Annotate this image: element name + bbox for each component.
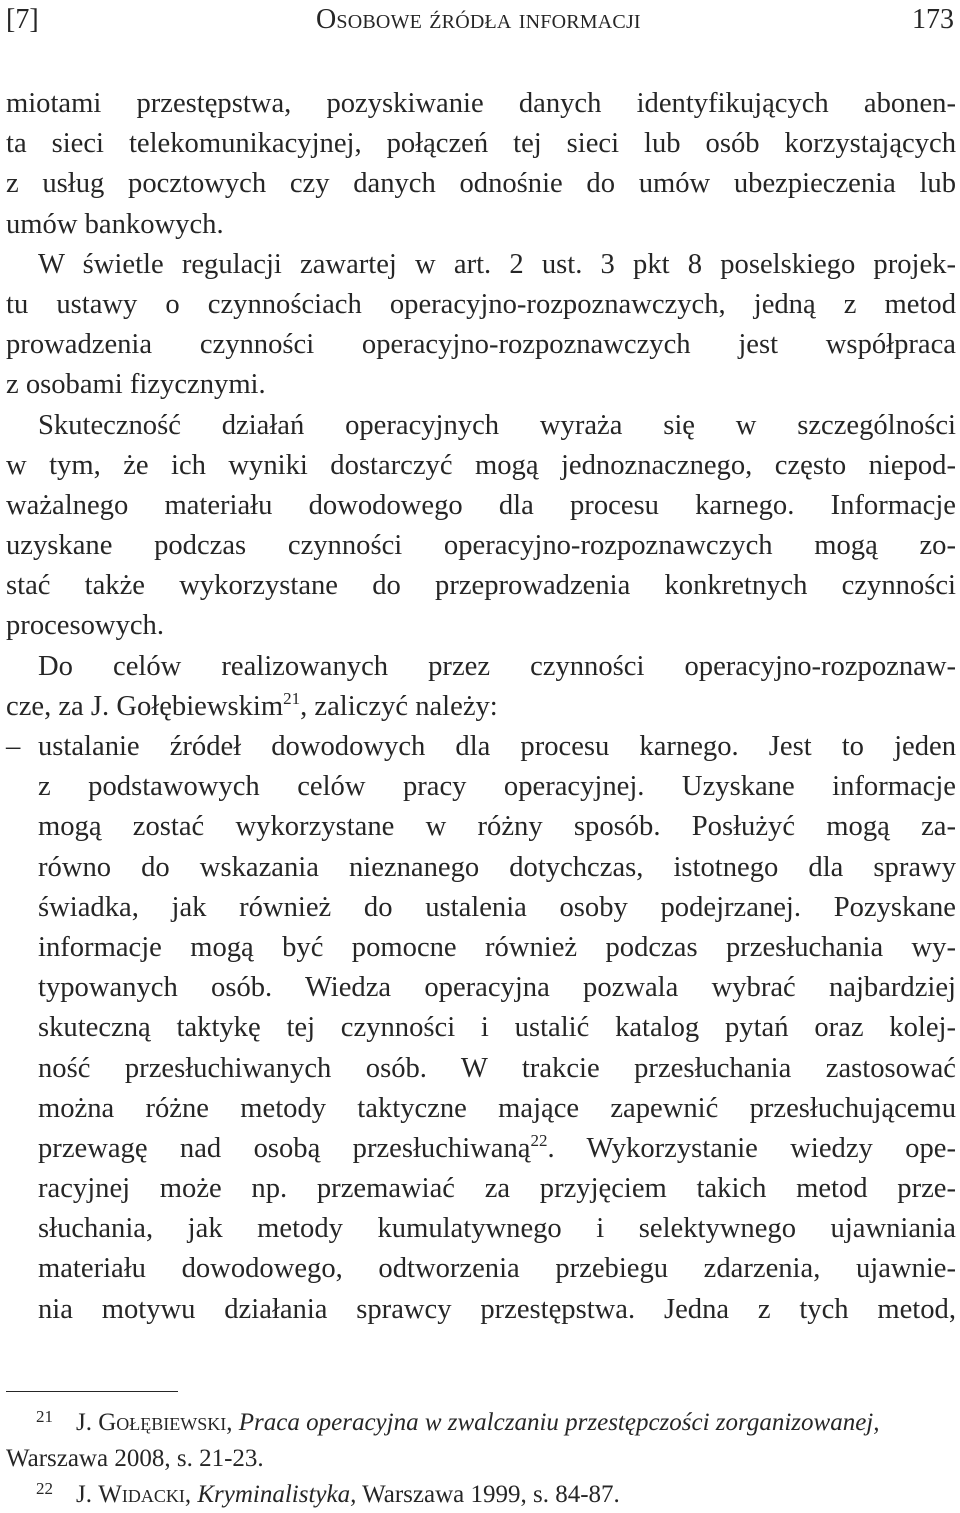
text-line (6, 727, 956, 767)
text-line: miotami przestępstwa, pozyskiwanie danych identyfikujących abonen- (6, 88, 956, 119)
section-marker: [7] (6, 4, 39, 35)
footnote-author: Gołębiewski (98, 1409, 227, 1436)
text-line: umów bankowych. (6, 208, 224, 240)
footnote-initial: J. (76, 1481, 99, 1508)
footnote-line: 22 J. Widacki, Kryminalistyka, Warszawa 1999, s. 84-87. (36, 1479, 620, 1508)
text-line: skuteczną taktykę tej czynności i ustalić katalog pytań oraz kolej- (38, 1012, 956, 1044)
text-line: uzyskane podczas czynności operacyjno-rozpoznawczych mogą zo- (6, 530, 956, 562)
text-line: tu ustawy o czynnościach operacyjno-rozpoznawczych, jedną z metod (6, 288, 956, 320)
footnotes (6, 1405, 956, 1513)
text-line: mogą zostać wykorzystane w różny sposób. Posłużyć mogą za- (38, 811, 956, 843)
footnote-separator (6, 1391, 178, 1392)
text-line: materiału dowodowego, odtworzenia przebiegu zdarzenia, ujawnie- (38, 1253, 956, 1285)
text-line: racyjnej może np. przemawiać za przyjęciem takich metod prze- (38, 1173, 956, 1205)
text-line: ność przesłuchiwanych osób. W trakcie przesłuchania zastosować (38, 1052, 956, 1084)
footnote-sep: , (184, 1481, 198, 1508)
text-line: nia motywu działania sprawcy przestępstwa. Jedna z tych metod, (38, 1293, 956, 1325)
text-line: Skuteczność działań operacyjnych wyraża się w szczególności (38, 409, 956, 441)
text-run: , zaliczyć należy: (300, 690, 498, 722)
text-line: z osobami fizycznymi. (6, 369, 266, 401)
text-run: ustalanie źródeł dowodowych dla procesu karnego. Jest to jeden (38, 731, 956, 762)
text-line: typowanych osób. Wiedza operacyjna pozwala wybrać najbardziej (38, 972, 956, 1004)
text-run: przewagę nad osobą przesłuchiwaną (38, 1132, 531, 1164)
footnote-22 (6, 1477, 956, 1513)
text-line: ważalnego materiału dowodowego dla procesu karnego. Informacje (6, 489, 956, 521)
text-line: w tym, że ich wyniki dostarczyć mogą jednoznacznego, często niepod- (6, 449, 956, 481)
text-line: ta sieci telekomunikacyjnej, połączeń tej sieci lub osób korzystających (6, 128, 956, 160)
text-line: prowadzenia czynności operacyjno-rozpoznawczych jest współpraca (6, 329, 956, 361)
running-header (0, 2, 960, 42)
text-line: z usług pocztowych czy danych odnośnie do umów ubezpieczenia lub (6, 168, 956, 200)
text-line: z podstawowych celów pracy operacyjnej. Uzyskane informacje (38, 771, 956, 803)
list-dash: – (6, 731, 21, 762)
text-run: . Wykorzystanie wiedzy ope- (547, 1132, 956, 1164)
footnote-sep: , (226, 1409, 239, 1436)
body-text (6, 84, 956, 1330)
text-line: świadka, jak również do ustalenia osoby podejrzanej. Pozyskane (38, 891, 956, 923)
text-line: informacje mogą być pomocne również podczas przesłuchania wy- (38, 931, 956, 963)
text-line: Do celów realizowanych przez czynności operacyjno-rozpoznaw- (38, 650, 956, 682)
footnote-initial: J. (76, 1409, 99, 1436)
text-line: równo do wskazania nieznanego dotychczas, istotnego dla sprawy (38, 851, 956, 883)
text-line: W świetle regulacji zawartej w art. 2 ust. 3 pkt 8 poselskiego projek- (38, 248, 956, 280)
footnote-line: 21 J. Gołębiewski, Praca operacyjna w zwalczaniu przestępczości zorganizowanej, (36, 1407, 880, 1436)
text-line: stać także wykorzystane do przeprowadzenia konkretnych czynności (6, 570, 956, 602)
footnote-ref[interactable]: 22 (530, 1130, 548, 1150)
footnote-title: Kryminalistyka, (197, 1481, 357, 1508)
text-run: cze, za J. Gołębiewskim (6, 690, 284, 722)
footnote-author: Widacki (98, 1481, 185, 1508)
text-line (6, 687, 956, 727)
footnote-21 (6, 1405, 956, 1477)
footnote-rest: Warszawa 1999, s. 84-87. (356, 1481, 620, 1508)
text-line: procesowych. (6, 610, 165, 642)
page-number: 173 (912, 4, 954, 35)
text-line: słuchania, jak metody kumulatywnego i selektywnego ujawniania (38, 1213, 956, 1245)
text-line (6, 1129, 956, 1169)
footnote-line: Warszawa 2008, s. 21-23. (6, 1445, 264, 1472)
footnote-title: Praca operacyjna w zwalczaniu przestępczości zorganizowanej, (238, 1409, 880, 1436)
text-line: można różne metody taktyczne mające zapewnić przesłuchującemu (38, 1092, 956, 1124)
footnote-ref[interactable]: 21 (283, 688, 301, 708)
running-title: Osobowe źródła informacji (316, 4, 641, 35)
